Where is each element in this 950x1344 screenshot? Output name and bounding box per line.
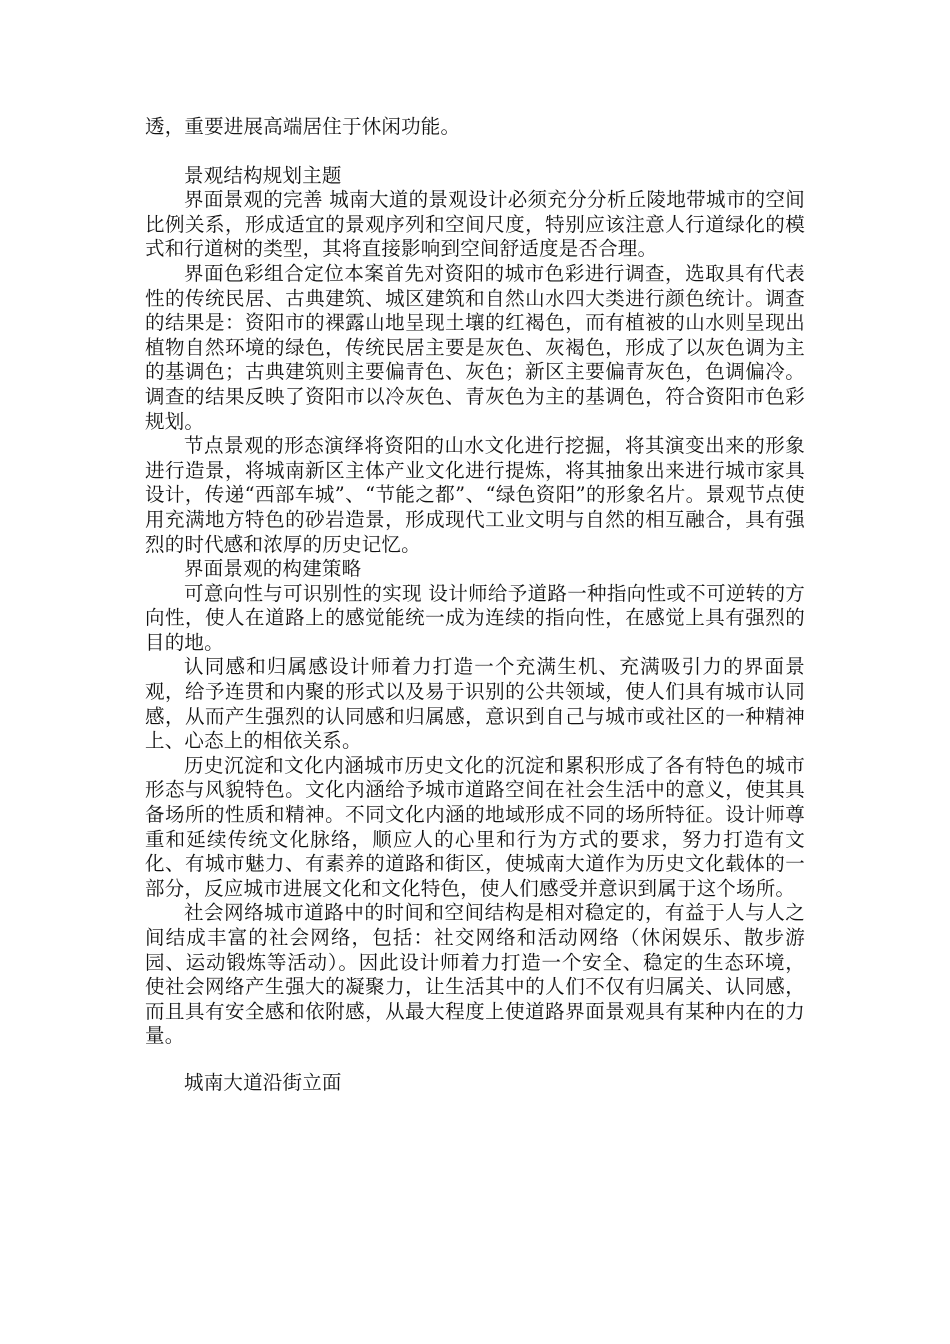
paragraph-history-culture: 历史沉淀和文化内涵城市历史文化的沉淀和累积形成了各有特色的城市形态与风貌特色。文化内涵给予城市道路空间在社会生活中的意义，使其具备场所的性质和精神。不同文化内涵的地域形成不同的场所特征。设计师尊重和延续传统文化脉络，顺应人的心里和行为方式的要求，努力打造有文化、有城市魅力、有素养的道路和街区，使城南大道作为历史文化载体的一部分，反应城市进展文化和文化特色，使人们感受并意识到属于这个场所。 bbox=[145, 753, 805, 900]
paragraph-belonging: 认同感和归属感设计师着力打造一个充满生机、充满吸引力的界面景观，给予连贯和内聚的形式以及易于识别的公共领域，使人们具有城市认同感，从而产生强烈的认同感和归属感，意识到自己与城市或社区的一种精神上、心态上的相依关系。 bbox=[145, 655, 805, 753]
document-page bbox=[145, 115, 805, 1096]
section-heading-construction-strategy: 界面景观的构建策略 bbox=[184, 557, 362, 581]
paragraph-social-network: 社会网络城市道路中的时间和空间结构是相对稳定的，有益于人与人之间结成丰富的社会网络，包括：社交网络和活动网络（休闲娱乐、散步游园、运动锻炼等活动）。因此设计师着力打造一个安全、稳定的生态环境，使社会网络产生强大的凝聚力，让生活其中的人们不仅有归属关、认同感，而且具有安全感和依附感，从最大程度上使道路界面景观具有某种内在的力量。 bbox=[145, 901, 805, 1048]
section-heading-street-facade: 城南大道沿街立面 bbox=[184, 1070, 342, 1094]
opening-line: 透，重要进展高端居住于休闲功能。 bbox=[145, 115, 461, 138]
paragraph-interface-color: 界面色彩组合定位本案首先对资阳的城市色彩进行调查，选取具有代表性的传统民居、古典建筑、城区建筑和自然山水四大类进行颜色统计。调查的结果是：资阳市的裸露山地呈现土壤的红褐色，而有植被的山水则呈现出植物自然环境的绿色，传统民居主要是灰色、灰褐色，形成了以灰色调为主的基调色；古典建筑则主要偏青色、灰色；新区主要偏青灰色，色调偏冷。调查的结果反映了资阳市以冷灰色、青灰色为主的基调色，符合资阳市色彩规划。 bbox=[145, 261, 805, 433]
paragraph-interface-landscape: 界面景观的完善 城南大道的景观设计必须充分分析丘陵地带城市的空间比例关系，形成适宜的景观序列和空间尺度，特别应该注意人行道绿化的模式和行道树的类型，其将直接影响到空间舒适度是否合理。 bbox=[145, 188, 805, 261]
paragraph-identifiability: 可意向性与可识别性的实现 设计师给予道路一种指向性或不可逆转的方向性，使人在道路上的感觉能统一成为连续的指向性，在感觉上具有强烈的目的地。 bbox=[145, 581, 805, 654]
paragraph-node-landscape: 节点景观的形态演绎将资阳的山水文化进行挖掘，将其演变出来的形象进行造景，将城南新区主体产业文化进行提炼，将其抽象出来进行城市家具设计，传递“西部车城”、“节能之都”、“绿色资阳”的形象名片。景观节点使用充满地方特色的砂岩造景，形成现代工业文明与自然的相互融合，具有强烈的时代感和浓厚的历史记忆。 bbox=[145, 434, 805, 556]
section-heading-landscape-structure: 景观结构规划主题 bbox=[184, 163, 342, 187]
